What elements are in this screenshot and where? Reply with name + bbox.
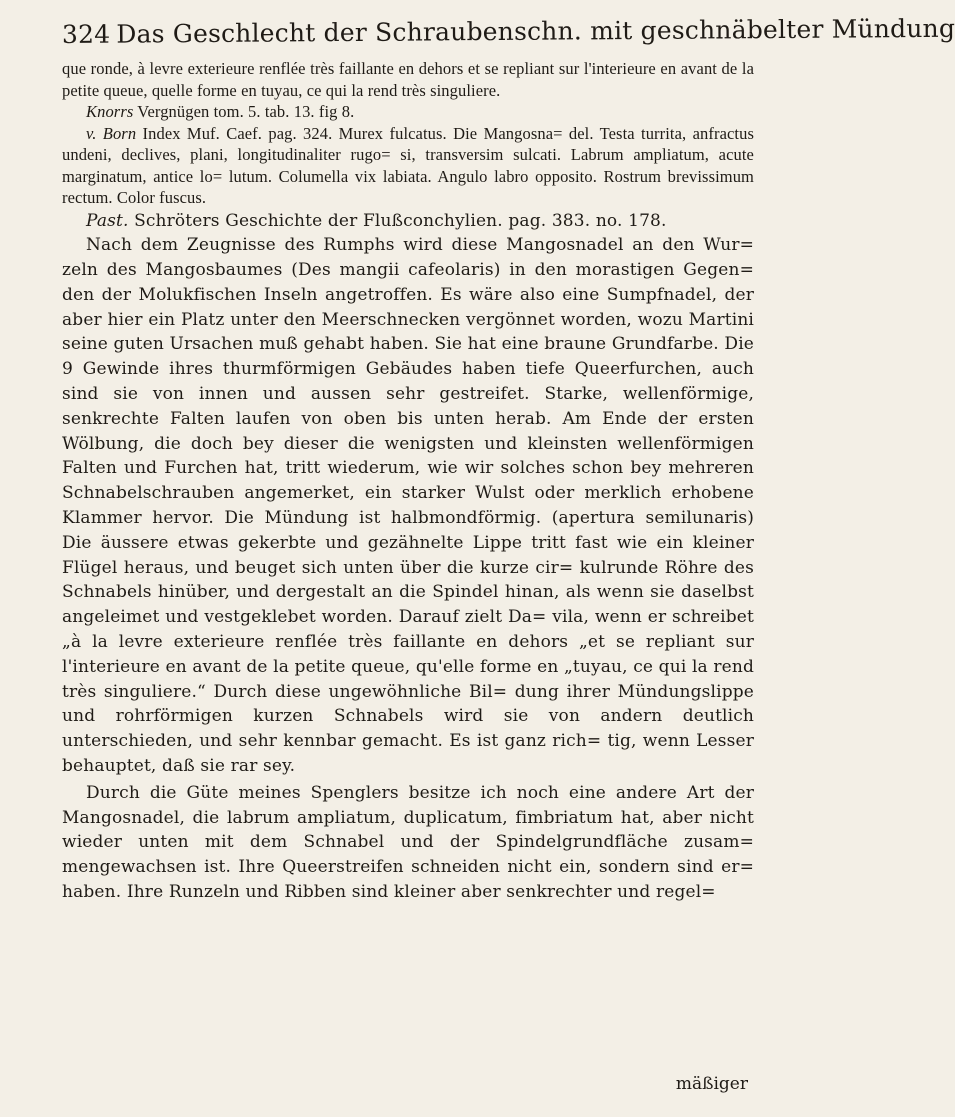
paragraph-text: Schröters Geschichte der Flußconchylien. pag. 383. no. 178. — [128, 210, 667, 231]
paragraph-text: Durch die Güte meines Spenglers besitze ich noch eine andere Art der Mangosnadel, die labrum ampliatum, duplicatum, fimbriatum hat, aber nicht wieder unten mit dem Schnabel und der Spindelgrundfläche zusam= mengewachsen ist. Ihre Queerstreifen schneiden nicht ein, sondern sind er= haben. Ihre Runzeln und Ribben sind kleiner aber senkrechter und regel= — [62, 782, 754, 903]
author-reference: Knorrs — [86, 102, 134, 121]
running-title: Das Geschlecht der Schraubenschn. mit geschnäbelter Mündung — [116, 13, 955, 49]
paragraph-davila-quote — [62, 58, 754, 101]
paragraph-schroeter-reference — [62, 209, 754, 234]
paragraph-text: Index Muf. Caef. pag. 324. Murex fulcatus. Die Mangosna= del. Testa turrita, anfractus undeni, declives, plani, longitudinaliter rugo= si, transversim sulcati. Labrum ampliatum, acute marginatum, antice lo= lutum. Columella vix labiata. Angulo labro opposito. Rostrum brevissimum rectum. Color fuscus. — [62, 123, 754, 207]
paragraph-text: Nach dem Zeugnisse des Rumphs wird diese Mangosnadel an den Wur= zeln des Mangosbaumes (Des mangii cafeolaris) in den morastigen Gegen= den der Molukfischen Inseln angetroffen. Es wäre also eine Sumpfnadel, der aber hier ein Platz unter den Meerschnecken vergönnet worden, wozu Martini seine guten Ursachen muß gehabt haben. Sie hat eine braune Grundfarbe. Die 9 Gewinde ihres thurmförmigen Gebäudes haben tiefe Queerfurchen, auch sind sie von innen und aussen sehr gestreifet. Starke, wellenförmige, senkrechte Falten laufen von oben bis unten herab. Am Ende der ersten Wölbung, die doch bey dieser die wenigsten und kleinsten wellenförmigen Falten und Furchen hat, tritt wiederum, wie wir solches schon bey mehreren Schnabelschrauben angemerket, ein starker Wulst oder merklich erhobene Klammer hervor. Die Mündung ist halbmondförmig. (apertura semilunaris) Die äussere etwas gekerbte und gezähnelte Lippe tritt fast wie ein kleiner Flügel heraus, und beuget sich unten über die kurze cir= kulrunde Röhre des Schnabels hinüber, und dergestalt an die Spindel hinan, als wenn sie daselbst angeleimet und vestgeklebet worden. Darauf zielt Da= vila, wenn er schreibet „à la levre exterieure renflée très faillante en dehors „et se repliant sur l'interieure en avant de la petite queue, qu'elle forme en „tuyau, ce qui la rend très singuliere.“ Durch diese ungewöhnliche Bil= dung ihrer Mündungslippe und rohrförmigen kurzen Schnabels wird sie von andern deutlich unterschieden, und sehr kennbar gemacht. Es ist ganz rich= tig, wenn Lesser behauptet, daß sie rar sey. — [62, 235, 755, 777]
paragraph-text: Vergnügen tom. 5. tab. 13. fig 8. — [133, 102, 355, 121]
paragraph-born-reference — [62, 123, 754, 209]
paragraph-description — [62, 233, 754, 779]
running-head — [61, 13, 955, 52]
catchword: mäßiger — [675, 1074, 748, 1094]
author-reference: Past. — [86, 210, 129, 231]
author-reference: v. Born — [86, 123, 137, 143]
paragraph-text: que ronde, à levre exterieure renflée très faillante en dehors et se repliant sur l'interieure en avant de la petite queue, quelle forme en tuyau, ce qui la rend très singuliere. — [62, 59, 754, 100]
page-number: 324 — [61, 19, 111, 49]
paragraph-knorr-reference — [62, 101, 754, 123]
paragraph-second-species — [62, 781, 754, 905]
